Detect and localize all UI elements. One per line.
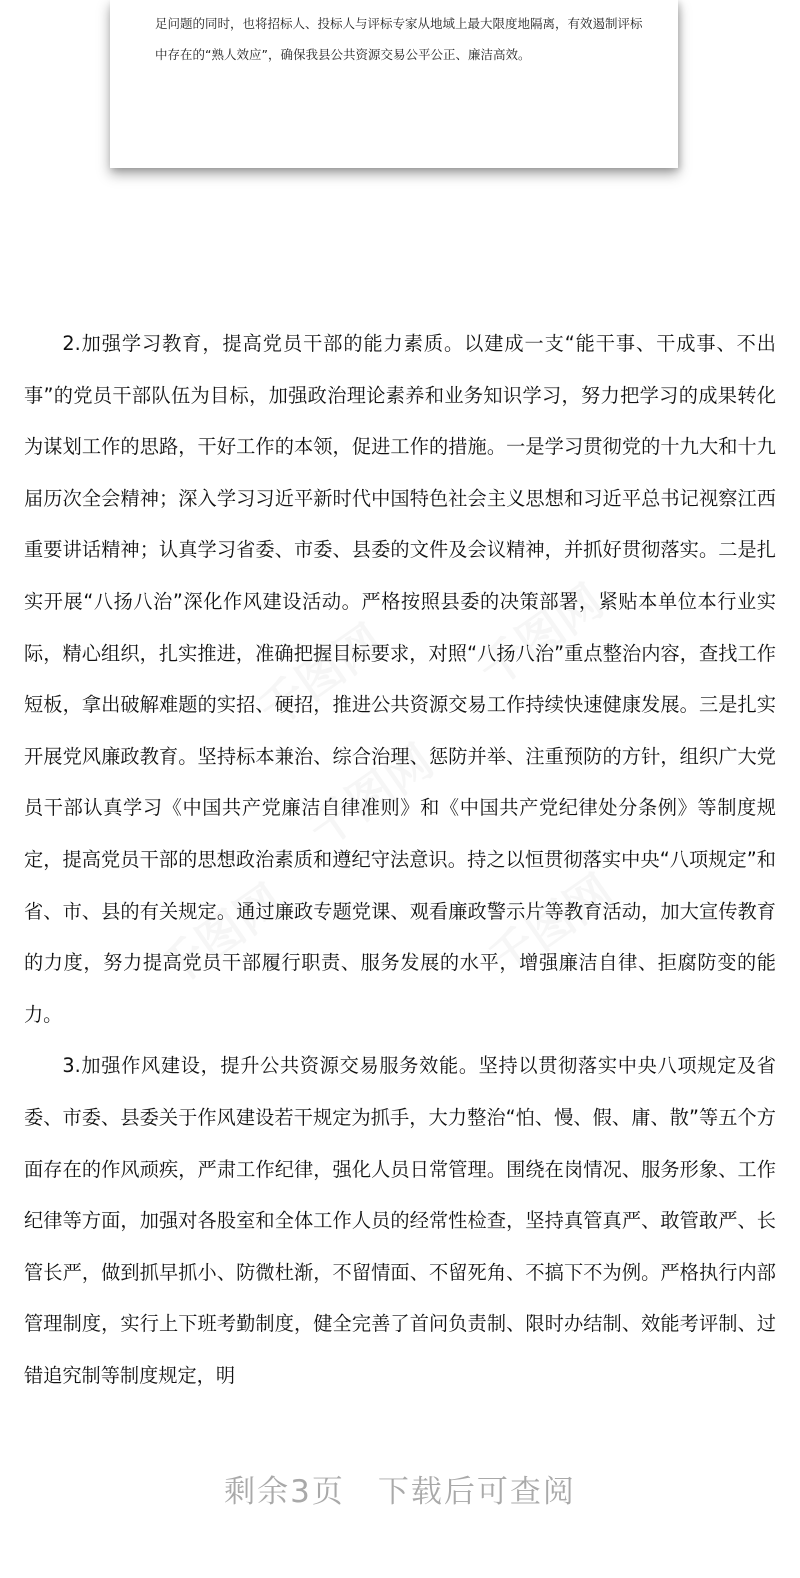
watermark: 千图网 (248, 613, 393, 738)
paragraph-2: 2.加强学习教育，提高党员干部的能力素质。以建成一支“能干事、干成事、不出事”的党员干部队伍为目标，加强政治理论素养和业务知识学习，努力把学习的成果转化为谋划工作的思路，干好工作的本领，促进工作的措施。一是学习贯彻党的十九大和十九届历次全会精神；深入学习习近平新时代中国特色社会主义思想和习近平总书记视察江西重要讲话精神；认真学习省委、市委、县委的文件及会议精神，并抓好贯彻落实。二是扎实开展“八扬八治”深化作风建设活动。严格按照县委的决策部署，紧贴本单位本行业实际，精心组织，扎实推进，准确把握目标要求，对照“八扬八治”重点整治内容，查找工作短板，拿出破解难题的实招、硬招，推进公共资源交易工作持续快速健康发展。三是扎实开展党风廉政教育。坚持标本兼治、综合治理、惩防并举、注重预防的方针，组织广大党员干部认真学习《中国共产党廉洁自律准则》和《中国共产党纪律处分条例》等制度规定，提高党员干部的思想政治素质和遵纪守法意识。持之以恒贯彻落实中央“八项规定”和省、市、县的有关规定。通过廉政专题党课、观看廉政警示片等教育活动，加大宣传教育的力度，努力提高党员干部履行职责、服务发展的水平，增强廉洁自律、拒腐防变的能力。 (24, 332, 776, 1026)
watermark: 千图网 (478, 863, 623, 988)
document-body (24, 318, 776, 1401)
remaining-pages-note[interactable]: 剩余3页 下载后可查阅 (224, 1474, 576, 1510)
watermark: 千图网 (468, 573, 613, 698)
watermark: 千图网 (148, 873, 293, 998)
watermark: 千图网 (298, 733, 443, 858)
card-paragraph: 足问题的同时，也将招标人、投标人与评标专家从地域上最大限度地隔离，有效遏制评标中存在的“熟人效应”，确保我县公共资源交易公平公正、廉洁高效。 (155, 16, 643, 62)
document-page-card (110, 0, 678, 168)
paragraph-3: 3.加强作风建设，提升公共资源交易服务效能。坚持以贯彻落实中央八项规定及省委、市委、县委关于作风建设若干规定为抓手，大力整治“怕、慢、假、庸、散”等五个方面存在的作风顽疾，严肃工作纪律，强化人员日常管理。围绕在岗情况、服务形象、工作纪律等方面，加强对各股室和全体工作人员的经常性检查，坚持真管真严、敢管敢严、长管长严，做到抓早抓小、防微杜渐，不留情面、不留死角、不搞下不为例。严格执行内部管理制度，实行上下班考勤制度，健全完善了首问负责制、限时办结制、效能考评制、过错追究制等制度规定，明 (24, 1054, 776, 1387)
